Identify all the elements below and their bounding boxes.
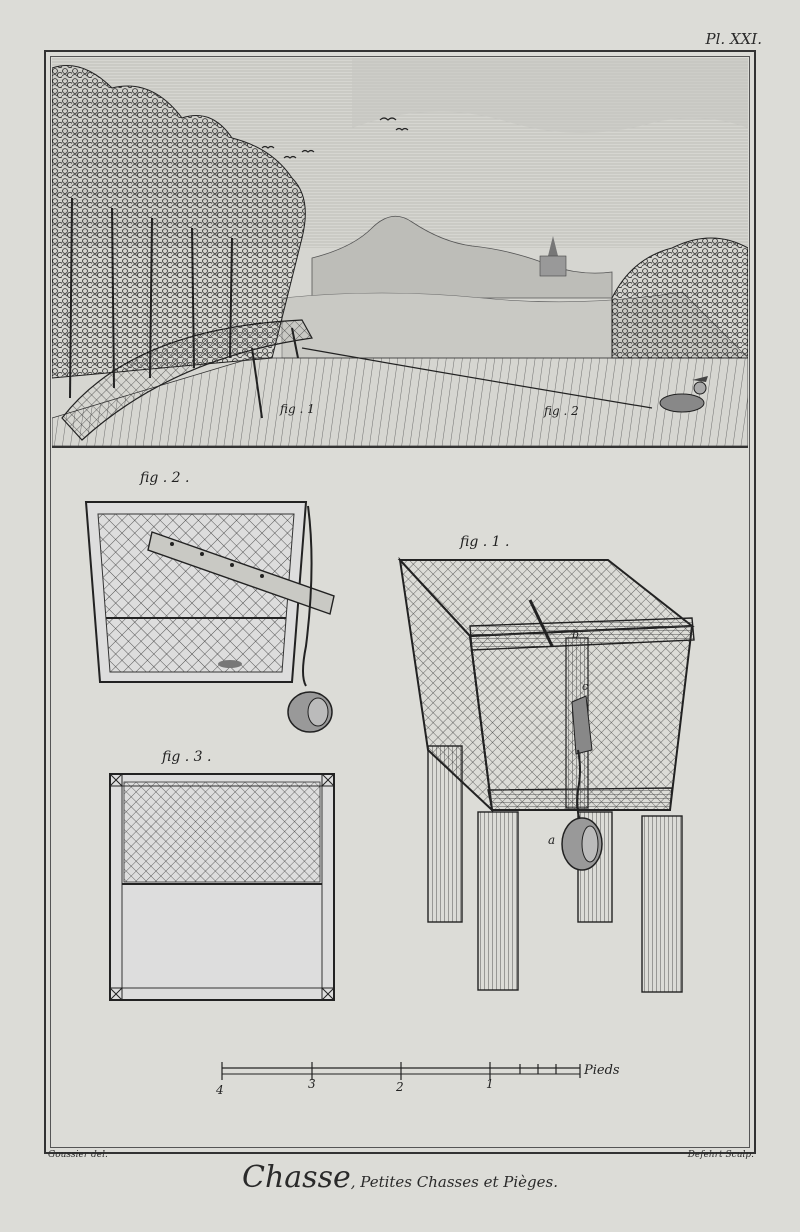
fig2-label: fig . 2 . — [140, 470, 190, 486]
scale-tick-4: 4 — [216, 1083, 224, 1097]
fig2-trap-side-view — [86, 470, 334, 732]
scale-unit-label: Pieds — [584, 1063, 620, 1078]
fig1-trap-perspective — [400, 534, 694, 992]
landscape-vignette — [52, 58, 748, 448]
fig1-leg — [642, 816, 682, 992]
fig1-label: fig . 1 . — [460, 534, 510, 550]
figures-drawing — [52, 450, 748, 1146]
landscape-drawing — [52, 58, 748, 446]
plate-number: Pl. XXI. — [705, 30, 762, 48]
title-sub: , Petites Chasses et Pièges. — [350, 1173, 558, 1191]
engraver-credit: Defehrt Sculp. — [687, 1150, 754, 1160]
title-main: Chasse — [242, 1160, 351, 1195]
fig1-letter-b: b — [572, 628, 580, 641]
scene-fig1-label: fig . 1 — [280, 402, 315, 416]
scene-fig2-label: fig . 2 — [544, 404, 579, 418]
fig3-net-frame — [110, 749, 334, 1000]
fig1-letter-a: a — [548, 833, 556, 847]
plate-title — [0, 1160, 800, 1195]
fig1-leg — [478, 812, 518, 990]
draftsman-credit: Goussier del. — [48, 1150, 108, 1160]
scale-tick-3: 3 — [308, 1077, 316, 1091]
figures-panel — [52, 450, 748, 1146]
scale-bar — [215, 1062, 620, 1097]
scale-tick-1: 1 — [486, 1077, 494, 1091]
scale-tick-2: 2 — [396, 1080, 404, 1094]
fig1-letter-c: c — [582, 680, 589, 693]
fig3-label: fig . 3 . — [162, 749, 212, 765]
